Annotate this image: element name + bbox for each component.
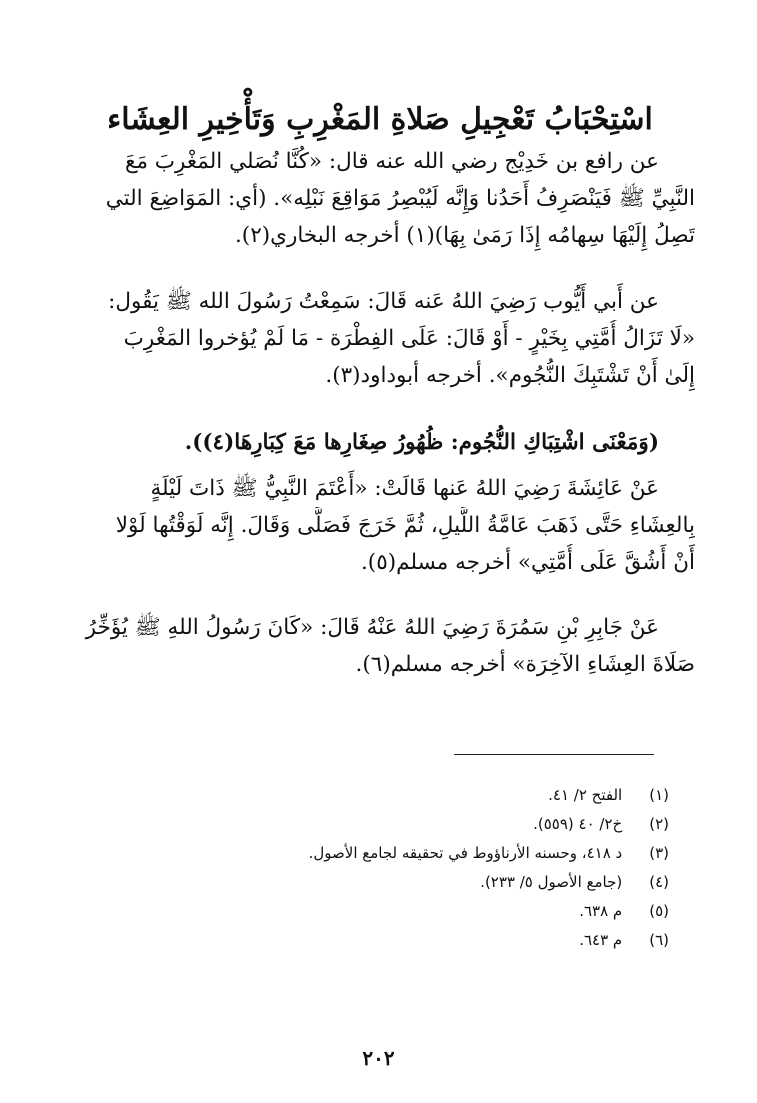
footnote-divider xyxy=(454,754,654,755)
footnote-item xyxy=(109,781,669,810)
paragraph-hadith-abu-ayyub xyxy=(55,283,695,394)
footnote-number: (٤) xyxy=(649,873,669,891)
page-title: اسْتِحْبَابُ تَعْجِيلِ صَلاةِ المَغْرِبِ وَتَأْخِيرِ العِشَاء xyxy=(107,102,653,138)
paragraph-line: تَصِلُ إِلَيْهَا سِهامُه إِذَا رَمَىٰ بِهَا)(١) أخرجه البخاري(٢). xyxy=(234,223,695,248)
paragraph-line: (وَمَعْنَى اشْتِبَاكِ النُّجُوم: ظُهُورُ صِغَارِها مَعَ كِبَارِهَا(٤)). xyxy=(184,430,659,455)
footnote-number: (١) xyxy=(649,786,669,804)
paragraph-line: عَنْ جَابِرِ بْنِ سَمُرَةَ رَضِيَ اللهُ عَنْهُ قَالَ: «كَانَ رَسُولُ اللهِ ﷺ يُؤَخِّرُ xyxy=(85,615,659,640)
footnote-number: (٥) xyxy=(649,902,669,920)
footnote-text: م ٦٤٣. xyxy=(579,931,623,949)
page-number: ٢٠٢ xyxy=(362,1046,395,1070)
paragraph-line: عَنْ عَائِشَةَ رَضِيَ اللهُ عَنها قَالَتْ: «أَعْتَمَ النَّبِيُّ ﷺ ذَاتَ لَيْلَةٍ xyxy=(150,476,659,501)
paragraph-hadith-jabir xyxy=(55,609,695,683)
footnote-text: خ٢/ ٤٠ (٥٥٩). xyxy=(533,815,623,833)
footnote-item xyxy=(109,926,669,955)
paragraph-line: النَّبِيِّ ﷺ فَيَنْصَرِفُ أَحَدُنا وَإِنَّه لَيُبْصِرُ مَوَاقِعَ نَبْلِه». (أي: المَوَاضِعَ التي xyxy=(105,186,695,211)
paragraph-line: أَنْ أَشُقَّ عَلَى أُمَّتِي» أخرجه مسلم(٥). xyxy=(360,550,695,575)
footnote-text: (جامع الأصول ٥/ ٢٣٣). xyxy=(480,873,623,891)
paragraph-hadith-rafi xyxy=(55,143,695,254)
paragraph-line: بِالعِشَاءِ حَتَّى ذَهَبَ عَامَّةُ اللَّيلِ، ثُمَّ خَرَجَ فَصَلَّى وَقَالَ. إِنَّه لَوَقْتُها لَوْلا xyxy=(115,513,695,538)
paragraph-line: عن أَبي أَيُّوب رَضِيَ اللهُ عَنه قَالَ: سَمِعْتُ رَسُولَ الله ﷺ يَقُول: xyxy=(108,289,659,314)
paragraph-line: «لَا تَزَالُ أُمَّتِي بِخَيْرٍ - أَوْ قَالَ: عَلَى الفِطْرَة - مَا لَمْ يُؤخروا المَغْرِبَ xyxy=(123,326,695,351)
footnote-item xyxy=(109,839,669,868)
footnote-item xyxy=(109,897,669,926)
footnote-number: (٦) xyxy=(649,931,669,949)
paragraph-line: صَلَاةَ العِشَاءِ الآخِرَة» أخرجه مسلم(٦). xyxy=(355,652,695,677)
footnote-text: م ٦٣٨. xyxy=(579,902,623,920)
footnote-item xyxy=(109,868,669,897)
footnote-number: (٣) xyxy=(649,844,669,862)
paragraph-meaning-note xyxy=(55,424,695,461)
footnote-text: د ٤١٨، وحسنه الأرناؤوط في تحقيقه لجامع الأصول. xyxy=(308,844,623,862)
footnotes-list xyxy=(109,781,669,955)
footnote-text: الفتح ٢/ ٤١. xyxy=(548,786,623,804)
footnote-item xyxy=(109,810,669,839)
paragraph-line: عن رافع بن خَدِيْج رضي الله عنه قال: «كُنَّا نُصَلي المَغْرِبَ مَعَ xyxy=(125,149,659,174)
paragraph-line: إِلَىٰ أَنْ تَشْتَبِكَ النُّجُوم». أخرجه أبوداود(٣). xyxy=(325,363,695,388)
footnote-number: (٢) xyxy=(649,815,669,833)
paragraph-hadith-aisha xyxy=(55,470,695,581)
